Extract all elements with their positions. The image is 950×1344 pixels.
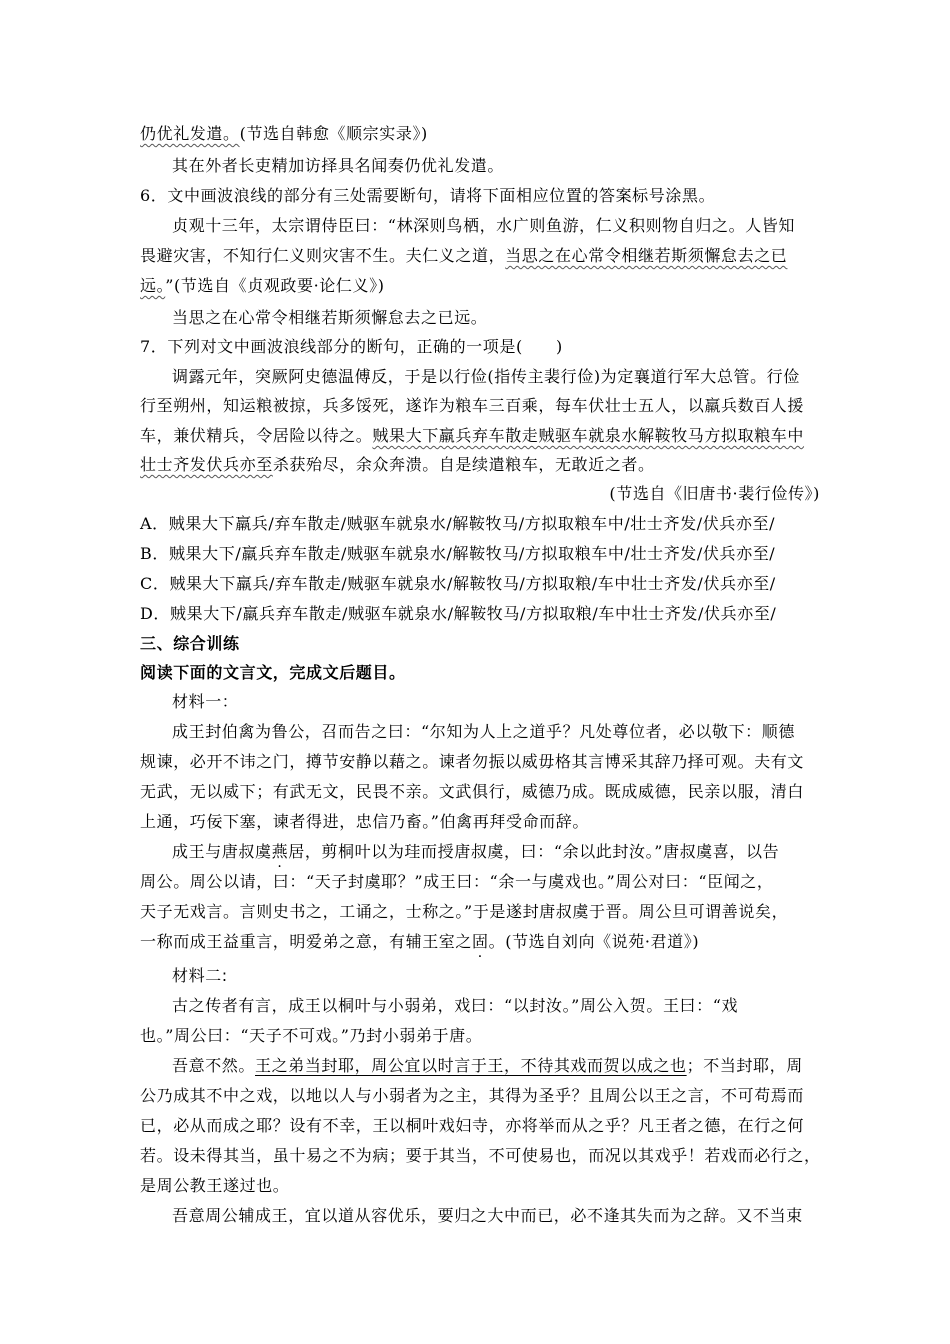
passage-line	[140, 455, 820, 475]
section-instruction: 阅读下面的文言文，完成文后题目。	[140, 663, 406, 682]
passage-line: 贞观十三年，太宗谓侍臣曰：“林深则鸟栖，水广则鱼游，仁义积则物自归之。人皆知	[172, 216, 795, 235]
passage-text: 畏避灾害，不知行仁义则灾害不生。夫仁义之道，	[140, 246, 506, 265]
source-citation: (节选自韩愈《顺宗实录》)	[239, 124, 428, 143]
passage-text: 成王与唐叔虞	[172, 842, 272, 861]
passage-line: 吾意周公辅成王，宜以道从容优乐，要归之大中而已，必不逢其失而为之辞。又不当束	[172, 1206, 803, 1225]
passage-line: 周公。周公以请，曰：“天子封虞耶？”成王曰：“余一与虞戏也。”周公对曰：“臣闻之，	[140, 872, 774, 891]
passage-line: 是周公教王遂过也。	[140, 1176, 290, 1195]
passage-line: 成王封伯禽为鲁公，召而告之曰：“尔知为人上之道乎？凡处尊位者，必以敬下：顺德	[172, 722, 795, 741]
passage-text: 吾意不然。	[172, 1056, 256, 1075]
passage-line: 天子无戏言。言则史书之，工诵之，士称之。”于是遂封唐叔虞于晋。周公旦可谓善说矣，	[140, 902, 789, 921]
answer-line: 其在外者长吏精加访择具名闻奏仍优礼发遣。	[172, 156, 505, 175]
passage-line: 若。设未得其当，虽十易之不为病；要于其当，不可使易也，而况以其戏乎！若戏而必行之，	[140, 1146, 821, 1165]
source-line	[140, 124, 820, 144]
passage-line	[140, 932, 820, 952]
passage-line	[140, 246, 820, 266]
dotted-char: 燕	[271, 842, 289, 861]
passage-line: 公乃成其不中之戏，以地以人与小弱者为之主，其得为圣乎？且周公以王之言，不可苟焉而	[140, 1086, 805, 1105]
underlined-text: 王之弟当封耶，周公宜以时言于王，不待其戏而贺以成之也	[255, 1056, 687, 1075]
passage-line: 古之传者有言，成王以桐叶与小弱弟，戏曰：“以封汝。”周公入贺。王曰：“戏	[172, 996, 739, 1015]
wavy-text: 当思之在心常令相继若斯须懈怠去之已	[505, 246, 788, 265]
passage-line	[172, 1056, 820, 1076]
dotted-char: 固	[472, 932, 489, 951]
answer-line: 当思之在心常令相继若斯须懈怠去之已远。	[172, 308, 488, 327]
option-b: B．贼果大下/羸兵弃车散走/贼驱车就泉水/解鞍牧马/方拟取粮车中/壮士齐发/伏兵亦至/	[140, 544, 776, 563]
passage-text: 一称而成王益重言，明爱弟之意，有辅王室之	[140, 932, 473, 951]
material-2-label: 材料二:	[172, 966, 228, 985]
wavy-text: 壮士齐发伏兵亦至	[140, 455, 273, 474]
passage-text: 居，剪桐叶以为珪而授唐叔虞，曰：“余以此封汝。”唐叔虞喜，以告	[288, 842, 780, 861]
material-1-label: 材料一：	[172, 692, 239, 711]
passage-line: 无武，无以威下；有武无文，民畏不亲。文武俱行，威德乃成。既成威德，民亲以服，清白	[140, 782, 805, 801]
passage-line	[172, 842, 820, 862]
passage-text: 杀获殆尽，余众奔溃。自是续遣粮车，无敢近之者。	[272, 455, 655, 474]
source-citation: (节选自《旧唐书·裴行俭传》)	[609, 484, 820, 503]
source-citation: ”(节选自《贞观政要·论仁义》)	[165, 276, 385, 295]
passage-line: 已，必从而成之耶？设有不幸，王以桐叶戏妇寺，亦将举而从之乎？凡王者之德，在行之何	[140, 1116, 805, 1135]
passage-line: 调露元年，突厥阿史德温傅反，于是以行俭(指传主裴行俭)为定襄道行军大总管。行俭	[172, 367, 800, 386]
passage-line	[140, 276, 820, 296]
source-citation: 。(节选自刘向《说苑·君道》)	[488, 932, 700, 951]
passage-line: 行至朔州，知运粮被掠，兵多馁死，遂诈为粮车三百乘，每车伏壮士五人，以羸兵数百人援	[140, 396, 805, 415]
passage-line: 也。”周公曰：“天子不可戏。”乃封小弱弟于唐。	[140, 1026, 483, 1045]
question-7: 7．下列对文中画波浪线部分的断句，正确的一项是( )	[140, 337, 563, 356]
wavy-text: 远。	[140, 276, 166, 295]
option-c: C．贼果大下羸兵/弃车散走/贼驱车就泉水/解鞍牧马/方拟取粮/车中壮士齐发/伏兵亦至/	[140, 574, 776, 593]
passage-line: 规谏，必开不讳之门，撙节安静以藉之。谏者勿振以威毋格其言博采其辞乃择可观。夫有文	[140, 752, 805, 771]
passage-line: 上通，巧佞下塞，谏者得进，忠信乃畜。”伯禽再拜受命而辞。	[140, 812, 589, 831]
passage-text: 车，兼伏精兵，令居险以待之。	[140, 426, 373, 445]
wavy-text: 仍优礼发遣。	[140, 124, 240, 143]
passage-text: ；不当封耶，周	[686, 1056, 803, 1075]
question-6: 6．文中画波浪线的部分有三处需要断句，请将下面相应位置的答案标号涂黑。	[140, 186, 716, 205]
option-a: A．贼果大下羸兵/弃车散走/贼驱车就泉水/解鞍牧马/方拟取粮车中/壮士齐发/伏兵亦至/	[140, 514, 776, 533]
wavy-text: 贼果大下羸兵弃车散走贼驱车就泉水解鞍牧马方拟取粮车中	[372, 426, 805, 445]
section-heading: 三、综合训练	[140, 634, 240, 653]
passage-line	[140, 426, 820, 446]
option-d: D．贼果大下/羸兵弃车散走/贼驱车就泉水/解鞍牧马/方拟取粮/车中壮士齐发/伏兵亦至/	[140, 604, 777, 623]
